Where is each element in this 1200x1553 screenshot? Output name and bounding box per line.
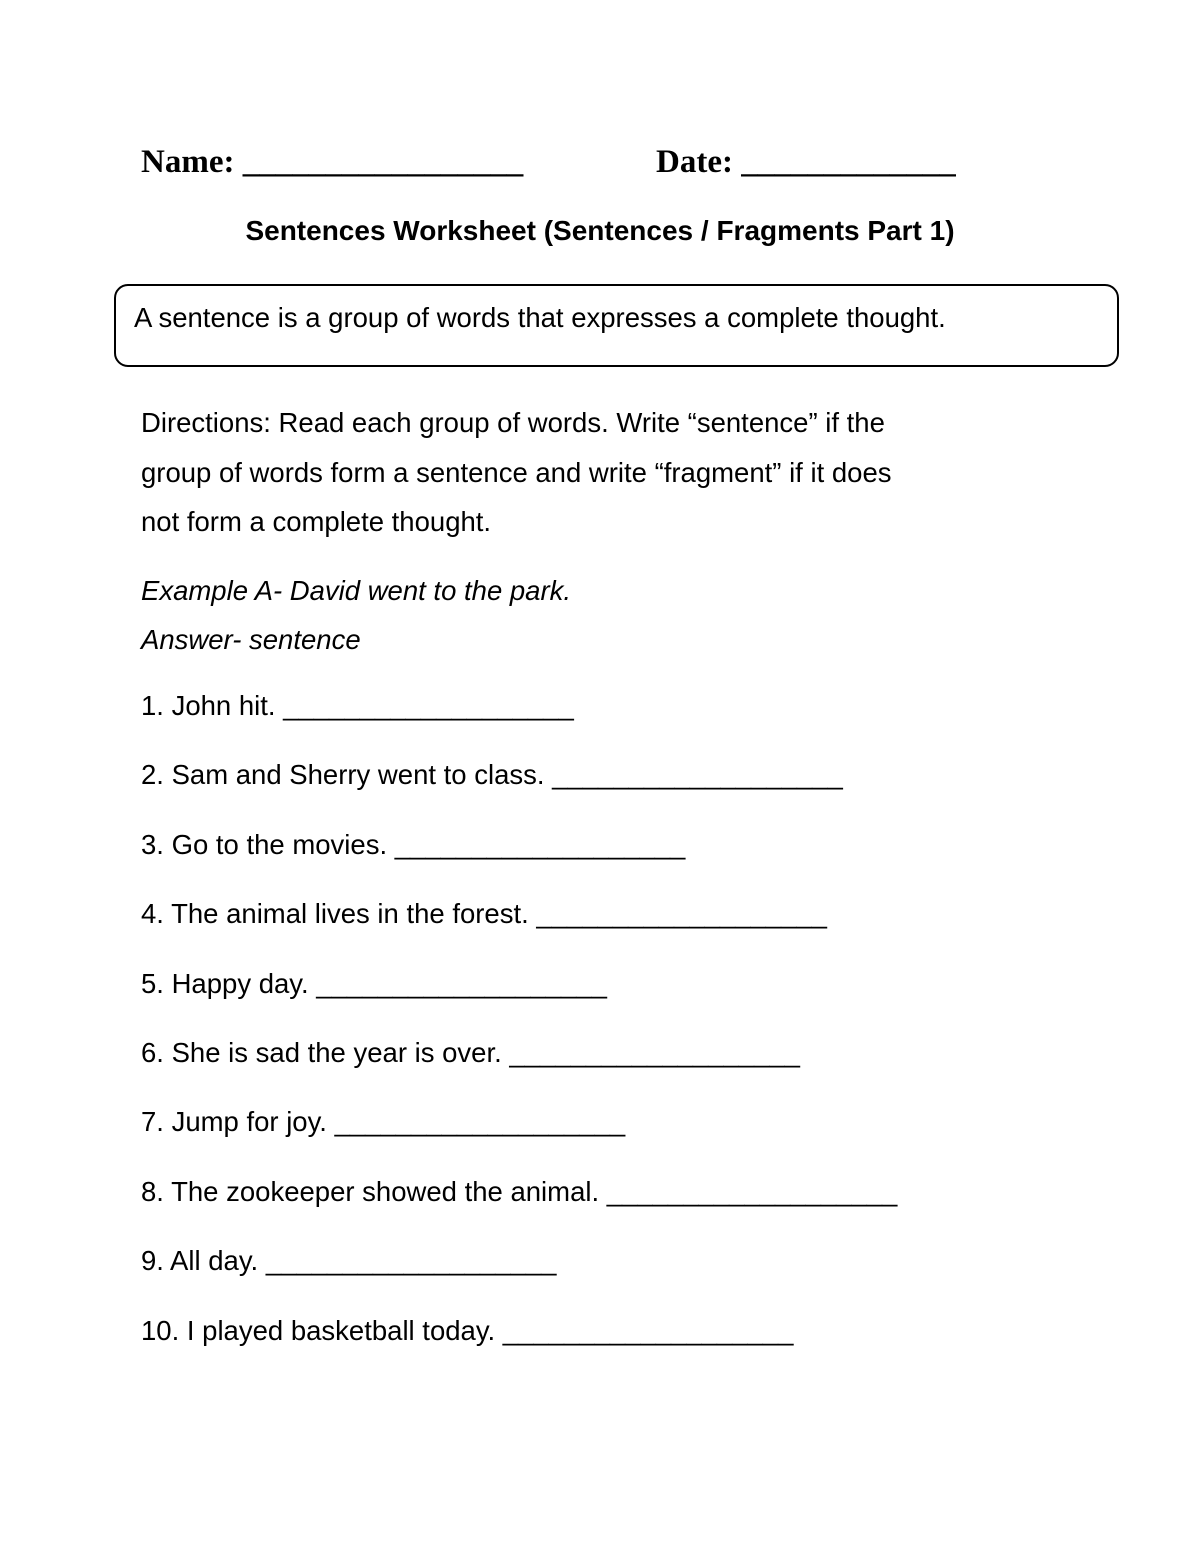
example-block <box>141 566 571 664</box>
question-item[interactable]: 9. All day. ___________________ <box>141 1245 557 1277</box>
example-answer: Answer- sentence <box>141 624 361 655</box>
directions-line: not form a complete thought. <box>141 506 492 537</box>
question-item[interactable]: 10. I played basketball today. ___________________ <box>141 1314 794 1346</box>
definition-text: A sentence is a group of words that expresses a complete thought. <box>134 302 946 333</box>
directions-line: group of words form a sentence and write “fragment” if it does <box>141 456 892 488</box>
definition-box <box>114 284 1119 367</box>
name-field[interactable]: Name: _________________ <box>141 144 524 180</box>
date-field[interactable]: Date: _____________ <box>656 144 956 180</box>
question-item[interactable]: 8. The zookeeper showed the animal. ___________________ <box>141 1175 898 1207</box>
question-item[interactable]: 5. Happy day. ___________________ <box>141 967 607 999</box>
directions <box>141 398 1101 547</box>
question-item[interactable]: 7. Jump for joy. ___________________ <box>141 1106 626 1138</box>
question-item[interactable]: 2. Sam and Sherry went to class. ___________________ <box>141 759 843 791</box>
question-item[interactable]: 4. The animal lives in the forest. ___________________ <box>141 898 827 930</box>
header-row <box>141 140 1041 184</box>
question-item[interactable]: 3. Go to the movies. ___________________ <box>141 828 686 860</box>
question-item[interactable]: 1. John hit. ___________________ <box>141 690 574 721</box>
question-item[interactable]: 6. She is sad the year is over. ___________________ <box>141 1036 800 1068</box>
worksheet-title: Sentences Worksheet (Sentences / Fragments Part 1) <box>245 215 955 246</box>
directions-line: Directions: Read each group of words. Write “sentence” if the <box>141 407 885 438</box>
example-prompt: Example A- David went to the park. <box>141 575 572 606</box>
question-list <box>141 684 897 1378</box>
